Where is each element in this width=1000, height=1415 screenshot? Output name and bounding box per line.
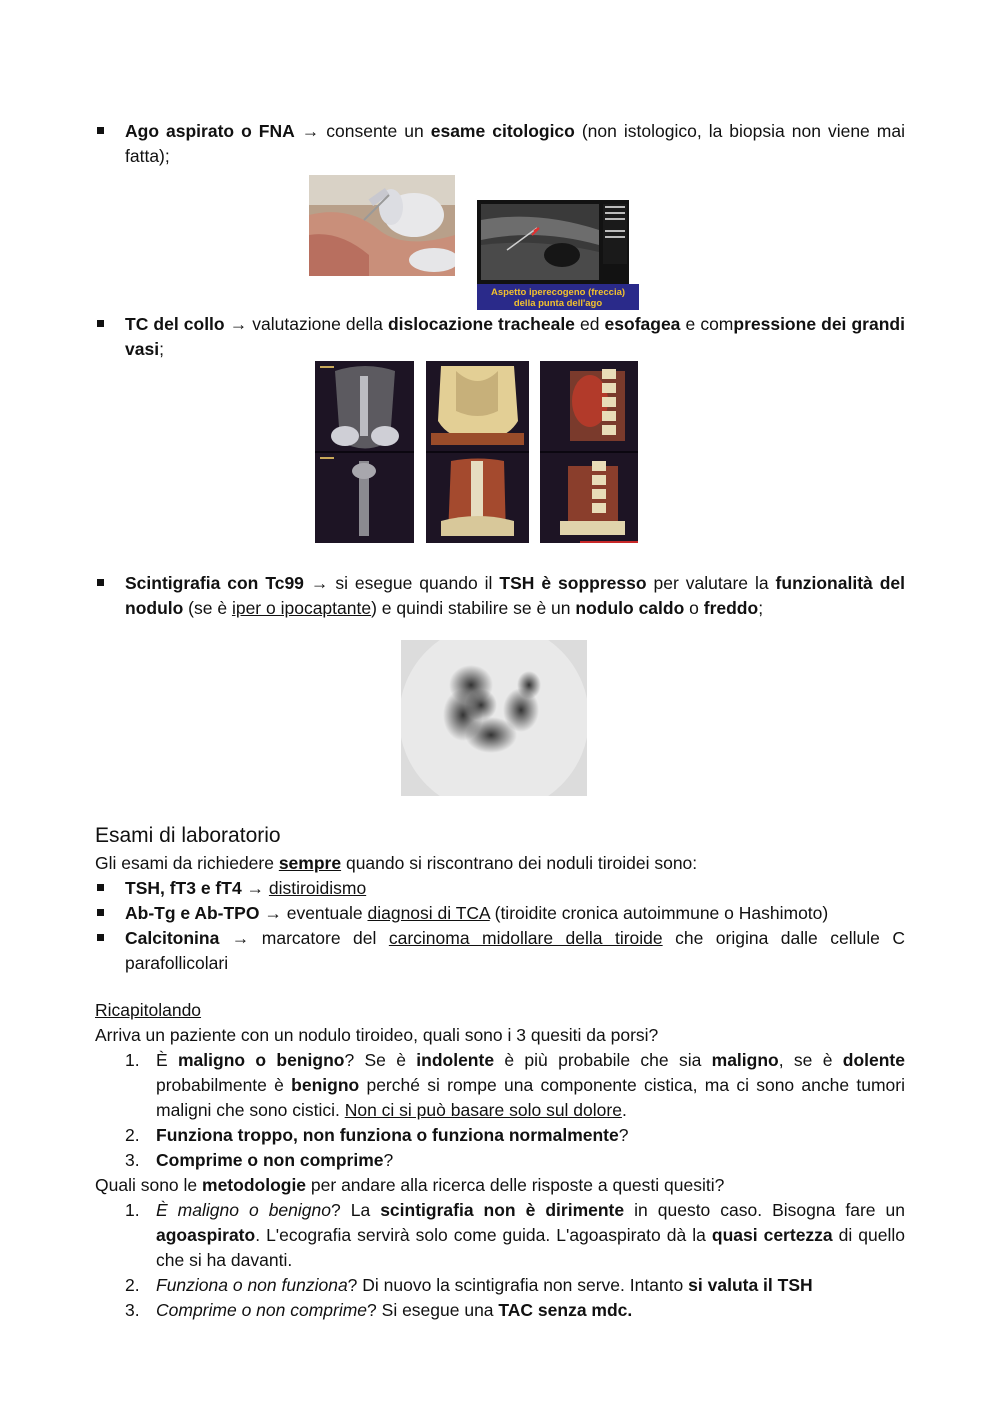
recap-q1 [95, 1048, 905, 1123]
q1-bold-5: benigno [291, 1075, 360, 1095]
q1-text-1: È [156, 1050, 178, 1070]
m3-bold-1: TAC senza mdc. [498, 1300, 633, 1320]
fna-term: Ago aspirato o FNA [125, 121, 295, 141]
tc-text-1: valutazione della [252, 314, 388, 334]
bullet-tc [95, 312, 905, 362]
m1-text-4: di quello che si ha davanti. [156, 1225, 905, 1270]
q3-bold-1: Comprime o non comprime [156, 1150, 384, 1170]
list-number: 1. [125, 1200, 140, 1220]
fna-text-2: (non istologico, la biopsia non viene mai fatta); [125, 121, 905, 166]
lab-item-text: che origina dalle cellule C parafollicolari [125, 928, 905, 973]
caption-line-2: della punta dell'ago [513, 298, 603, 309]
arrow-icon: → [259, 903, 287, 923]
question2-text-2: per andare alla ricerca delle risposte a questi quesiti? [306, 1175, 725, 1195]
bullet-square-icon [97, 909, 104, 916]
ct-image-3d-front [426, 361, 529, 543]
tc-term: TC del collo [125, 314, 225, 334]
list-number: 2. [125, 1125, 140, 1145]
lab-item-underline: carcinoma midollare della tiroide [388, 928, 663, 948]
m1-text-3: . L'ecografia servirà solo come guida. L'agoaspirato dà la [255, 1225, 712, 1245]
lab-item-text: (tiroidite cronica autoimmune o Hashimoto) [489, 903, 829, 923]
q1-text-3: è più probabile che sia [494, 1050, 712, 1070]
recap-m2 [95, 1273, 905, 1298]
list-number: 3. [125, 1300, 140, 1320]
scinti-bold-2: TSH è soppresso [499, 573, 647, 593]
bullet-fna [95, 119, 905, 169]
recap-q2 [95, 1123, 905, 1148]
recap-section [95, 998, 905, 1323]
m2-text-1: ? Di nuovo la scintigrafia non serve. Intanto [347, 1275, 689, 1295]
recap-heading: Ricapitolando [95, 1000, 202, 1020]
q1-text-6: perché si rompe una componente cistica, ma ci sono anche tumori maligni che sono cistici. [156, 1075, 905, 1120]
lab-item-term: Calcitonina [125, 928, 220, 948]
bullet-square-icon [97, 934, 104, 941]
lab-item-text-0: eventuale [286, 903, 368, 923]
lab-item-tsh [95, 876, 905, 901]
lab-intro-text-1: Gli esami da richiedere [95, 853, 279, 873]
bullet-square-icon [97, 127, 104, 134]
scinti-text-2: per valutare la [646, 573, 776, 593]
scintigraphy-image [401, 640, 587, 796]
q1-bold-2: indolente [416, 1050, 495, 1070]
question2-bold: metodologie [202, 1175, 307, 1195]
lab-item-calcitonina [95, 926, 905, 976]
q3-text-1: ? [383, 1150, 394, 1170]
ct-image-coronal [315, 361, 414, 543]
scinti-text-4: ) e quindi stabilire se è un [371, 598, 576, 618]
m1-italic-1: È maligno o benigno [156, 1200, 331, 1220]
ultrasound-caption [477, 284, 639, 310]
ct-image-3d-lateral [540, 361, 638, 543]
m1-bold-3: quasi certezza [711, 1225, 833, 1245]
recap-question-2 [95, 1173, 905, 1198]
caption-line-1: Aspetto iperecogeno (freccia) [490, 287, 626, 298]
q1-text-7: . [621, 1100, 627, 1120]
scinti-text-6: ; [758, 598, 764, 618]
tc-bold-3: esofagea [604, 314, 681, 334]
fna-bold-2: esame citologico [430, 121, 575, 141]
bullet-square-icon [97, 320, 104, 327]
fna-photo [309, 175, 455, 276]
lab-item-term: Ab-Tg e Ab-TPO [125, 903, 260, 923]
m1-bold-2: agoaspirato [156, 1225, 256, 1245]
arrow-icon: → [294, 121, 327, 141]
arrow-icon: → [224, 314, 253, 334]
question2-text-1: Quali sono le [95, 1175, 203, 1195]
bullet-square-icon [97, 884, 104, 891]
m3-italic-1: Comprime o non comprime [156, 1300, 368, 1320]
q1-underline-1: Non ci si può basare solo sul dolore [344, 1100, 622, 1120]
scinti-text-3: (se è [183, 598, 232, 618]
lab-item-abtg [95, 901, 905, 926]
scinti-text-1: si esegue quando il [335, 573, 500, 593]
fna-text-1: consente un [326, 121, 431, 141]
recap-m3 [95, 1298, 905, 1323]
recap-m1 [95, 1198, 905, 1273]
bullet-scintigrafia [95, 571, 905, 621]
q1-bold-1: maligno o benigno [178, 1050, 345, 1070]
ultrasound-image [477, 200, 629, 284]
lab-section [95, 822, 905, 976]
lab-item-term: TSH, fT3 e fT4 [125, 878, 242, 898]
lab-heading: Esami di laboratorio [95, 824, 281, 847]
q1-text-2: ? Se è [344, 1050, 417, 1070]
tc-text-4: ; [159, 339, 164, 359]
list-number: 2. [125, 1275, 140, 1295]
scinti-term: Scintigrafia con Tc99 [125, 573, 304, 593]
list-number: 1. [125, 1050, 140, 1070]
tc-bold-2: dislocazione tracheale [387, 314, 575, 334]
q1-bold-3: maligno [711, 1050, 779, 1070]
q1-text-5: probabilmente è [156, 1075, 292, 1095]
lab-item-underline: distiroidismo [268, 878, 367, 898]
tc-text-3: e com [680, 314, 734, 334]
q2-text-1: ? [618, 1125, 629, 1145]
q2-bold-1: Funziona troppo, non funziona o funziona normalmente [156, 1125, 619, 1145]
list-number: 3. [125, 1150, 140, 1170]
m1-text-1: ? La [330, 1200, 381, 1220]
arrow-icon: → [219, 928, 262, 948]
bullet-square-icon [97, 579, 104, 586]
scinti-bold-5: freddo [703, 598, 759, 618]
tc-bold-4: pressione dei grandi vasi [125, 314, 905, 359]
lab-item-underline: diagnosi di TCA [367, 903, 490, 923]
q1-text-4: , se è [778, 1050, 843, 1070]
m2-italic-1: Funziona o non funziona [156, 1275, 348, 1295]
scinti-bold-3: funzionalità del nodulo [125, 573, 906, 618]
m1-text-2: in questo caso. Bisogna fare un [624, 1200, 905, 1220]
arrow-icon: → [303, 573, 336, 593]
lab-intro-text-2: quando si riscontrano dei noduli tiroidei sono: [341, 853, 698, 873]
q1-bold-4: dolente [842, 1050, 905, 1070]
lab-item-text-0: marcatore del [261, 928, 389, 948]
tc-text-2: ed [574, 314, 605, 334]
scinti-text-5: o [684, 598, 704, 618]
m2-bold-1: si valuta il TSH [688, 1275, 813, 1295]
recap-question-1: Arriva un paziente con un nodulo tiroideo, quali sono i 3 quesiti da porsi? [95, 1025, 659, 1045]
m1-bold-1: scintigrafia non è dirimente [380, 1200, 625, 1220]
scinti-bold-4: nodulo caldo [575, 598, 685, 618]
lab-intro-underline: sempre [278, 853, 342, 873]
arrow-icon: → [241, 878, 269, 898]
recap-q3 [95, 1148, 905, 1173]
scinti-underline-1: iper o ipocaptante [231, 598, 372, 618]
lab-intro [95, 851, 905, 876]
m3-text-1: ? Si esegue una [367, 1300, 499, 1320]
